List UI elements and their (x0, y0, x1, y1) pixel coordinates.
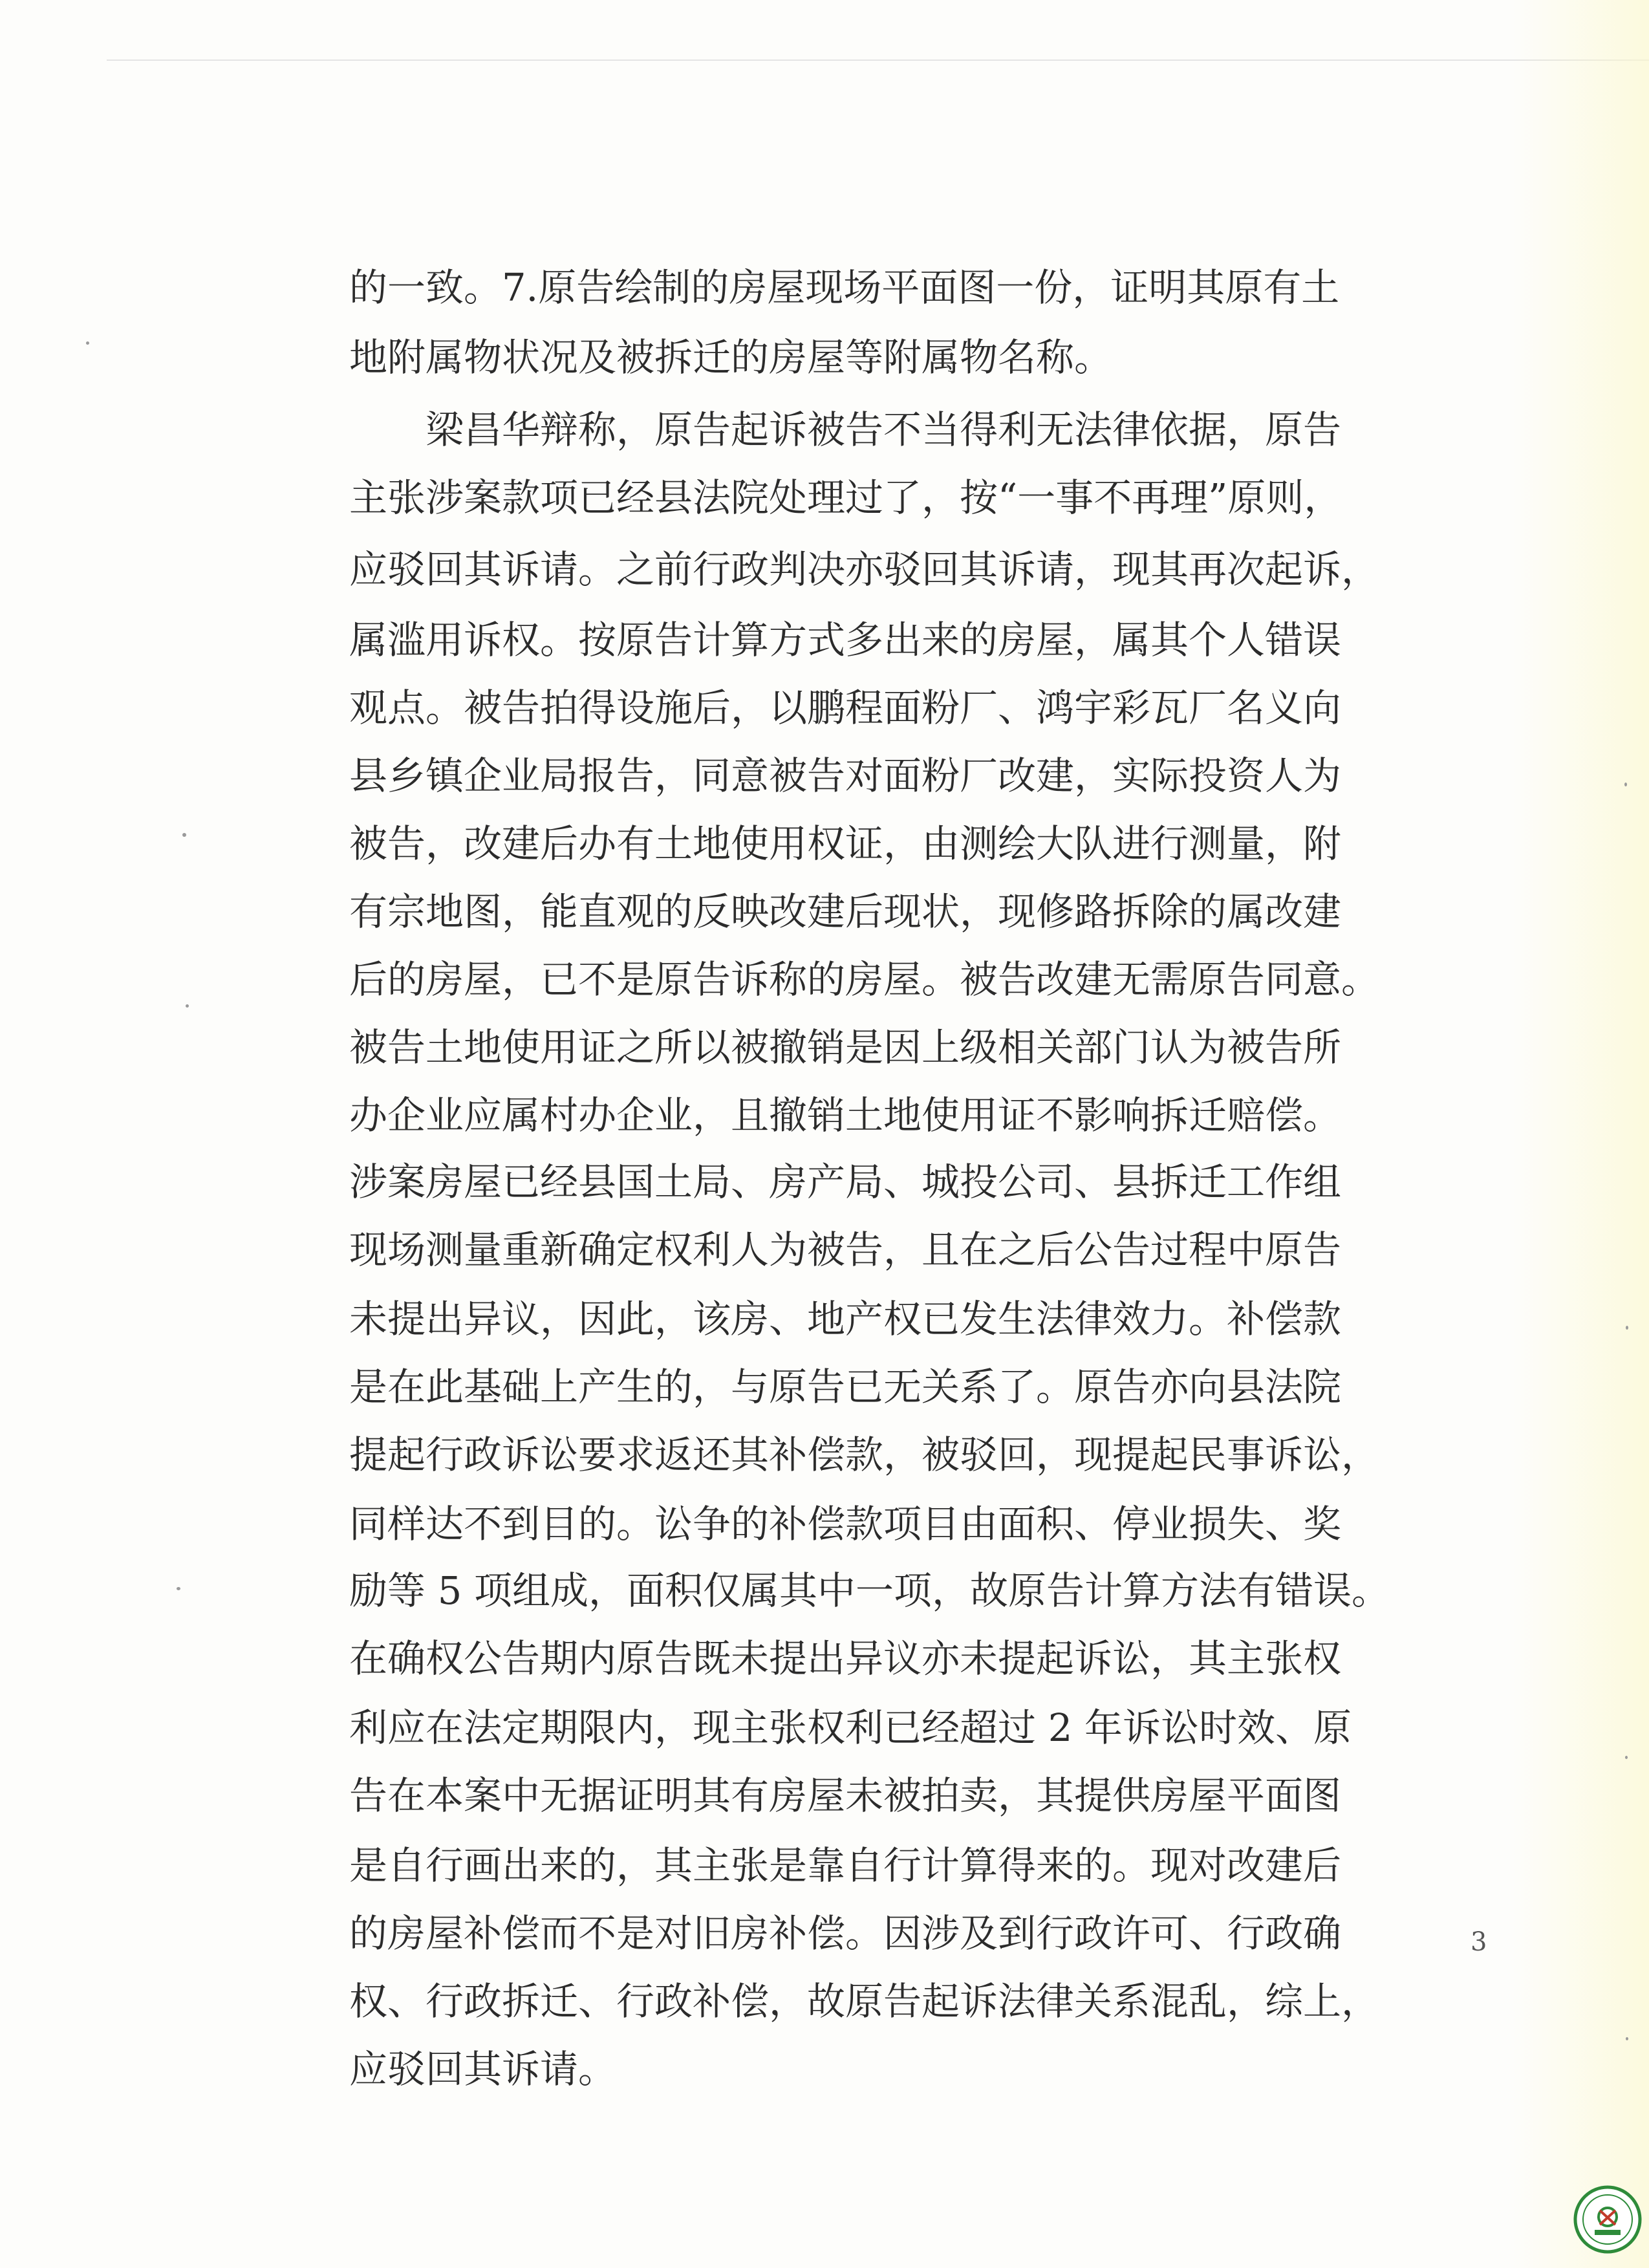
text-line: 县乡镇企业局报告，同意被告对面粉厂改建，实际投资人为 (349, 753, 1342, 798)
text-line: 被告土地使用证之所以被撤销是因上级相关部门认为被告所 (349, 1025, 1342, 1070)
scan-speck (177, 1587, 180, 1590)
text-line: 权、行政拆迁、行政补偿，故原告起诉法律关系混乱，综上， (349, 1979, 1380, 2024)
text-line: 是在此基础上产生的，与原告已无关系了。原告亦向县法院 (349, 1365, 1342, 1409)
text-line: 观点。被告拍得设施后，以鹏程面粉厂、鸿宇彩瓦厂名义向 (349, 686, 1342, 730)
text-line: 未提出异议，因此，该房、地产权已发生法律效力。补偿款 (349, 1297, 1342, 1341)
text-line: 梁昌华辩称，原告起诉被告不当得利无法律依据，原告 (426, 407, 1342, 452)
text-line: 提起行政诉讼要求返还其补偿款，被驳回，现提起民事诉讼， (349, 1432, 1380, 1477)
scan-speck (1626, 1326, 1628, 1330)
scan-speck (182, 833, 186, 837)
scan-speck (186, 1004, 189, 1008)
scan-speck (1626, 2037, 1628, 2040)
text-line: 有宗地图，能直观的反映改建后现状，现修路拆除的属改建 (349, 889, 1342, 934)
seal-stamp-icon (1573, 2185, 1643, 2254)
text-line: 在确权公告期内原告既未提出异议亦未提起诉讼，其主张权 (349, 1636, 1342, 1681)
text-line: 涉案房屋已经县国土局、房产局、城投公司、县拆迁工作组 (349, 1160, 1342, 1204)
scan-tint (1513, 0, 1649, 2268)
scan-speck (86, 341, 89, 345)
text-line: 后的房屋，已不是原告诉称的房屋。被告改建无需原告同意。 (349, 957, 1380, 1002)
text-line: 办企业应属村办企业，且撤销土地使用证不影响拆迁赔偿。 (349, 1093, 1342, 1138)
text-line: 的一致。7.原告绘制的房屋现场平面图一份，证明其原有土 (349, 265, 1340, 310)
text-line: 是自行画出来的，其主张是靠自行计算得来的。现对改建后 (349, 1843, 1342, 1888)
text-line: 被告，改建后办有土地使用权证，由测绘大队进行测量，附 (349, 821, 1342, 866)
scan-speck (1625, 1756, 1628, 1759)
text-line: 属滥用诉权。按原告计算方式多出来的房屋，属其个人错误 (349, 618, 1342, 662)
page-number: 3 (1471, 1927, 1487, 1957)
scan-page-edge (107, 59, 1649, 61)
text-line: 应驳回其诉请。 (349, 2047, 617, 2091)
text-line: 励等 5 项组成，面积仅属其中一项，故原告计算方法有错误。 (349, 1568, 1390, 1613)
text-line: 同样达不到目的。讼争的补偿款项目由面积、停业损失、奖 (349, 1502, 1342, 1546)
text-line: 的房屋补偿而不是对旧房补偿。因涉及到行政许可、行政确 (349, 1911, 1342, 1956)
text-line: 告在本案中无据证明其有房屋未被拍卖，其提供房屋平面图 (349, 1773, 1342, 1818)
text-line: 主张涉案款项已经县法院处理过了，按“一事不再理”原则， (349, 475, 1342, 520)
scan-speck (1624, 783, 1627, 786)
text-line: 现场测量重新确定权利人为被告，且在之后公告过程中原告 (349, 1227, 1342, 1272)
text-line: 应驳回其诉请。之前行政判决亦驳回其诉请，现其再次起诉， (349, 547, 1380, 592)
text-line: 利应在法定期限内，现主张权利已经超过 2 年诉讼时效、原 (349, 1705, 1352, 1750)
text-line: 地附属物状况及被拆迁的房屋等附属物名称。 (349, 335, 1113, 380)
